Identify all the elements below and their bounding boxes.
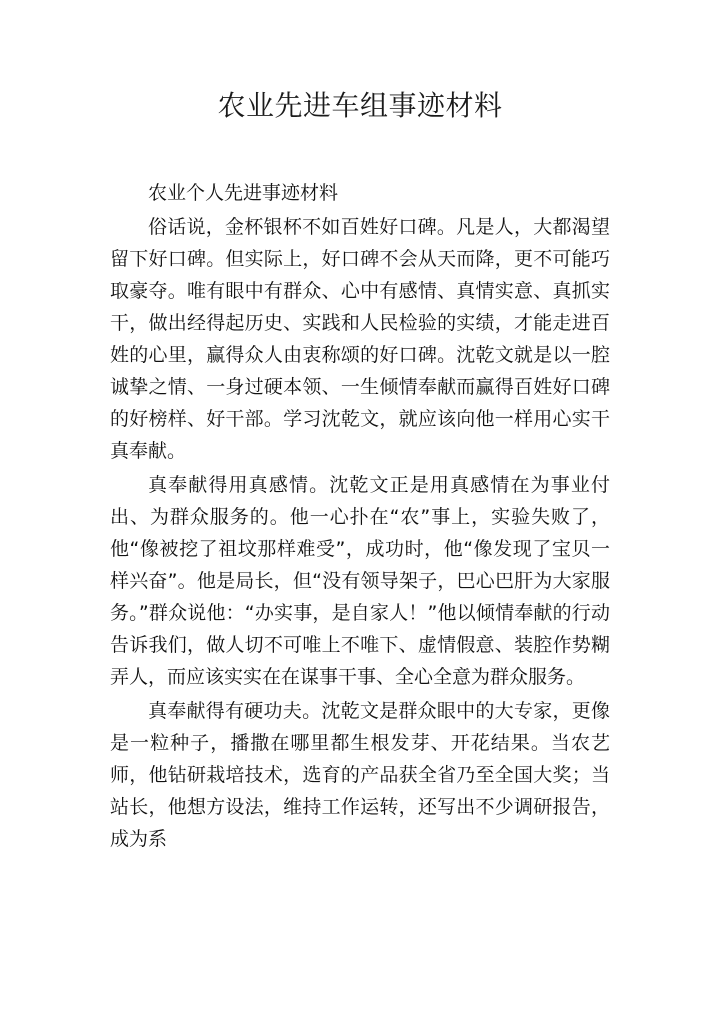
paragraph-subtitle: 农业个人先进事迹材料	[148, 182, 339, 204]
paragraph: 真奉献得有硬功夫。沈乾文是群众眼中的大专家，更像是一粒种子，播撒在哪里都生根发芽、开花结果。当农艺师，他钻研栽培技术，选育的产品获全省乃至全国大奖；当站长，他想方设法，维持工作运转，还写出不少调研报告，成为系	[110, 700, 610, 850]
document-body	[110, 177, 610, 857]
document-title: 农业先进车组事迹材料	[217, 89, 503, 122]
paragraph: 俗话说，金杯银杯不如百姓好口碑。凡是人，大都渴望留下好口碑。但实际上，好口碑不会从天而降，更不可能巧取豪夺。唯有眼中有群众、心中有感情、真情实意、真抓实干，做出经得起历史、实践和人民检验的实绩，才能走进百姓的心里，赢得众人由衷称颂的好口碑。沈乾文就是以一腔诚挚之情、一身过硬本领、一生倾情奉献而赢得百姓好口碑的好榜样、好干部。学习沈乾文，就应该向他一样用心实干真奉献。	[110, 216, 610, 462]
paragraph: 真奉献得用真感情。沈乾文正是用真感情在为事业付出、为群众服务的。他一心扑在“农”事上，实验失败了，他“像被挖了祖坟那样难受”，成功时，他“像发现了宝贝一样兴奋”。他是局长，但“没有领导架子，巴心巴肝为大家服务。”群众说他：“办实事，是自家人！”他以倾情奉献的行动告诉我们，做人切不可唯上不唯下、虚情假意、装腔作势糊弄人，而应该实实在在谋事干事、全心全意为群众服务。	[110, 474, 610, 688]
